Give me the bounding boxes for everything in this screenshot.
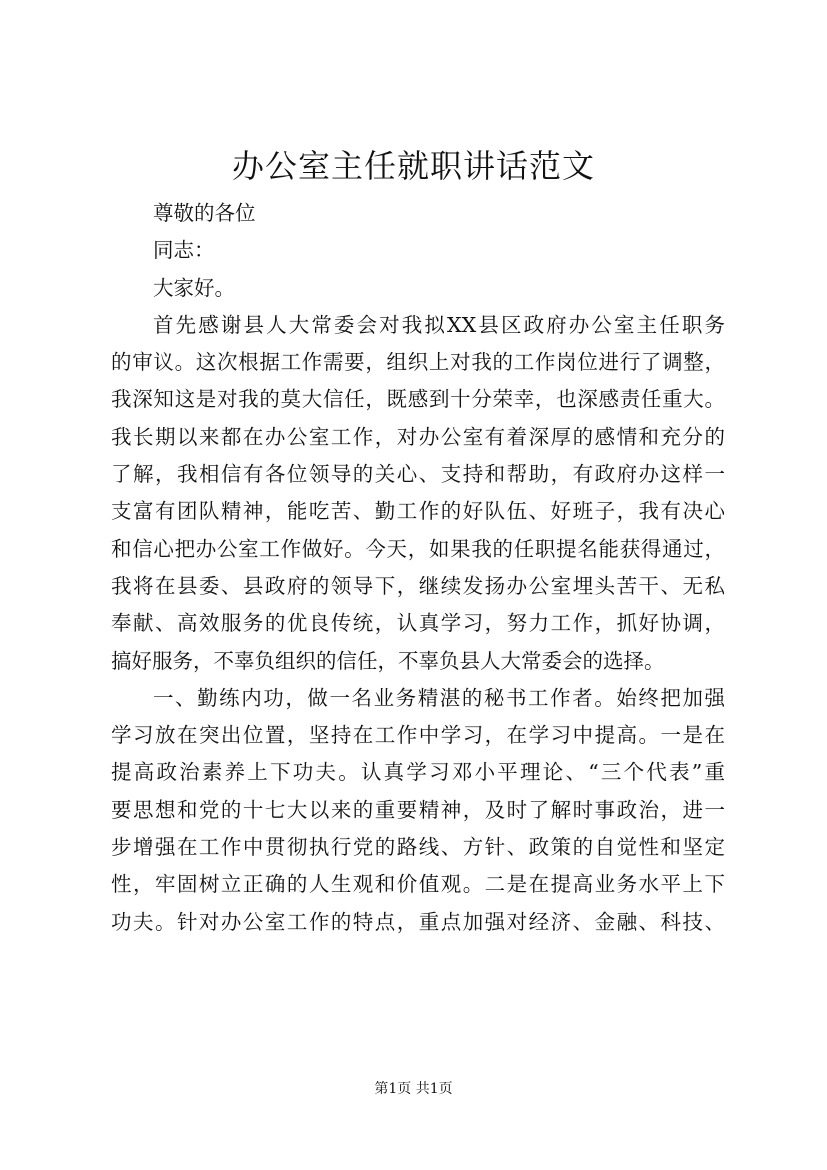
body-line: 性，牢固树立正确的人生观和价值观。二是在提高业务水平上下 <box>111 872 725 897</box>
body-line: 和信心把办公室工作做好。今天，如果我的任职提名能获得通过， <box>111 536 725 561</box>
body-line: 首先感谢县人大常委会对我拟XX县区政府办公室主任职务 <box>153 312 725 337</box>
body-line: 我长期以来都在办公室工作，对办公室有着深厚的感情和充分的 <box>111 424 725 449</box>
document-body <box>111 195 725 941</box>
body-line: 了解，我相信有各位领导的关心、支持和帮助，有政府办这样一 <box>111 462 725 487</box>
body-line: 大家好。 <box>153 275 235 300</box>
body-line: 要思想和党的十七大以来的重要精神，及时了解时事政治，进一 <box>111 797 725 822</box>
document-title: 办公室主任就职讲话范文 <box>231 147 595 185</box>
body-line: 功夫。针对办公室工作的特点，重点加强对经济、金融、科技、 <box>111 909 725 934</box>
body-line: 提高政治素养上下功夫。认真学习邓小平理论、“三个代表”重 <box>111 760 725 785</box>
body-line: 尊敬的各位 <box>153 201 256 225</box>
body-line: 我深知这是对我的莫大信任，既感到十分荣幸，也深感责任重大。 <box>111 387 725 412</box>
body-line: 搞好服务，不辜负组织的信任，不辜负县人大常委会的选择。 <box>111 648 665 673</box>
body-line: 我将在县委、县政府的领导下，继续发扬办公室埋头苦干、无私 <box>111 573 725 598</box>
page-footer: 第1页 共1页 <box>374 1081 453 1097</box>
body-line: 奉献、高效服务的优良传统，认真学习，努力工作，抓好协调， <box>111 611 725 636</box>
body-line: 学习放在突出位置，坚持在工作中学习，在学习中提高。一是在 <box>111 723 725 748</box>
body-line: 步增强在工作中贯彻执行党的路线、方针、政策的自觉性和坚定 <box>111 835 725 860</box>
body-line: 同志： <box>153 238 215 263</box>
body-line: 的审议。这次根据工作需要，组织上对我的工作岗位进行了调整， <box>111 350 725 375</box>
body-line: 一、勤练内功，做一名业务精湛的秘书工作者。始终把加强 <box>153 685 725 710</box>
body-line: 支富有团队精神，能吃苦、勤工作的好队伍、好班子，我有决心 <box>111 499 725 524</box>
